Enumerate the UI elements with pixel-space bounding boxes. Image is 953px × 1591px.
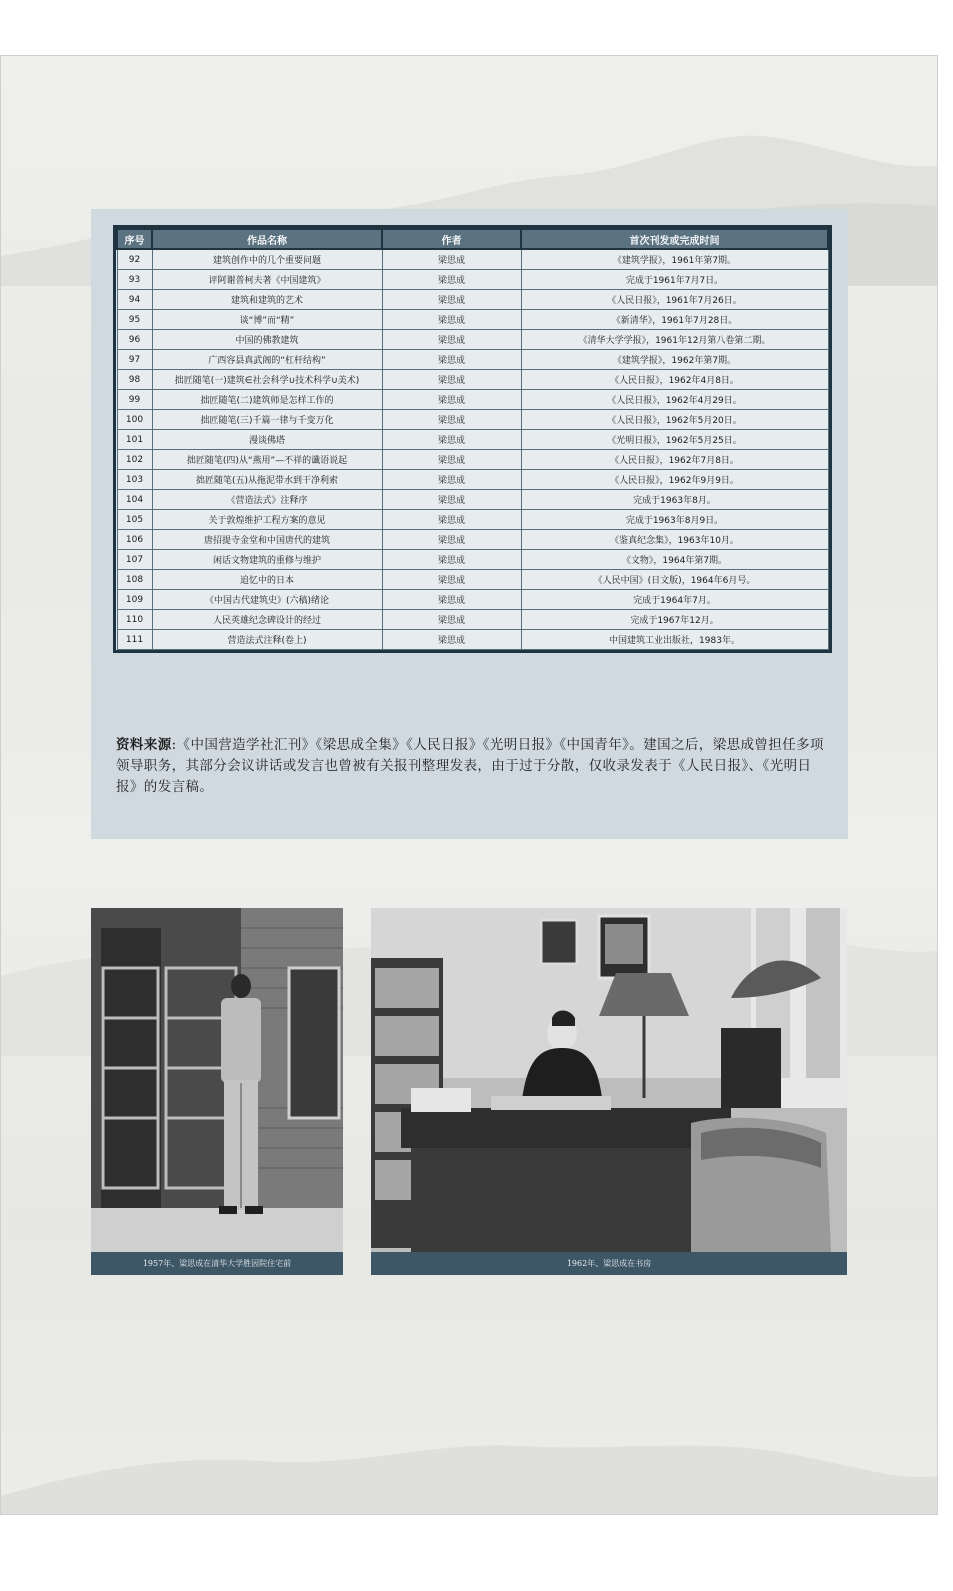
cell-index: 100 (117, 410, 152, 430)
table-row (117, 270, 828, 290)
works-table-frame (113, 225, 832, 653)
cell-title: 谈“博”而“精” (152, 310, 382, 330)
table-row (117, 410, 828, 430)
source-text: :《中国营造学社汇刊》《梁思成全集》《人民日报》《光明日报》《中国青年》。建国之后，梁思成曾担任多项领导职务，其部分会议讲话或发言也曾被有关报刊整理发表，由于过于分散，仅收录发表于《人民日报》、《光明日报》的发言稿。 (116, 737, 824, 795)
cell-title: 中国的佛教建筑 (152, 330, 382, 350)
cell-index: 105 (117, 510, 152, 530)
cell-author: 梁思成 (382, 370, 521, 390)
cell-author: 梁思成 (382, 290, 521, 310)
cell-title: 拙匠随笔(五)从拖泥带水到干净利索 (152, 470, 382, 490)
cell-title: 人民英雄纪念碑设计的经过 (152, 610, 382, 630)
works-list-panel (91, 209, 848, 839)
cell-title: 关于敦煌维护工程方案的意见 (152, 510, 382, 530)
cell-date: 中国建筑工业出版社，1983年。 (521, 630, 828, 650)
photo-study-caption: 1962年、梁思成在书房 (371, 1252, 847, 1275)
photo-residence (91, 908, 343, 1275)
table-row (117, 430, 828, 450)
cell-index: 107 (117, 550, 152, 570)
cell-title: 拙匠随笔(四)从“燕用”—不祥的谶语说起 (152, 450, 382, 470)
photo-residence-caption: 1957年、梁思成在清华大学胜因院住宅前 (91, 1252, 343, 1275)
cell-date: 《清华大学学报》，1961年12月第八卷第二期。 (521, 330, 828, 350)
cell-author: 梁思成 (382, 450, 521, 470)
cell-author: 梁思成 (382, 550, 521, 570)
cell-author: 梁思成 (382, 410, 521, 430)
cell-date: 完成于1967年12月。 (521, 610, 828, 630)
cell-author: 梁思成 (382, 470, 521, 490)
table-row (117, 490, 828, 510)
cell-index: 108 (117, 570, 152, 590)
cell-author: 梁思成 (382, 570, 521, 590)
photo-study-image (371, 908, 847, 1252)
cell-title: 唐招提寺金堂和中国唐代的建筑 (152, 530, 382, 550)
cell-date: 《人民日报》，1962年7月8日。 (521, 450, 828, 470)
cell-author: 梁思成 (382, 530, 521, 550)
cell-date: 《建筑学报》，1961年第7期。 (521, 249, 828, 270)
table-row (117, 630, 828, 650)
cell-index: 94 (117, 290, 152, 310)
cell-index: 92 (117, 249, 152, 270)
cell-title: 广西容县真武阁的“杠杆结构” (152, 350, 382, 370)
cell-author: 梁思成 (382, 310, 521, 330)
header-author: 作者 (382, 229, 521, 249)
cell-author: 梁思成 (382, 330, 521, 350)
photo-study (371, 908, 847, 1275)
table-row (117, 390, 828, 410)
cell-date: 完成于1964年7月。 (521, 590, 828, 610)
cell-index: 96 (117, 330, 152, 350)
cell-index: 109 (117, 590, 152, 610)
header-date: 首次刊发或完成时间 (521, 229, 828, 249)
cell-index: 101 (117, 430, 152, 450)
cell-author: 梁思成 (382, 490, 521, 510)
page-background (0, 55, 938, 1515)
cell-date: 完成于1963年8月9日。 (521, 510, 828, 530)
cell-date: 《建筑学报》，1962年第7期。 (521, 350, 828, 370)
table-body (117, 249, 828, 650)
cell-date: 《人民日报》，1962年4月8日。 (521, 370, 828, 390)
cell-index: 98 (117, 370, 152, 390)
source-label: 资料来源 (116, 737, 172, 753)
cell-date: 完成于1961年7月7日。 (521, 270, 828, 290)
header-index: 序号 (117, 229, 152, 249)
works-table (116, 228, 829, 650)
table-row (117, 450, 828, 470)
cell-author: 梁思成 (382, 630, 521, 650)
cell-title: 建筑创作中的几个重要问题 (152, 249, 382, 270)
table-row (117, 290, 828, 310)
cell-date: 《人民日报》，1962年4月29日。 (521, 390, 828, 410)
cell-date: 《人民日报》，1961年7月26日。 (521, 290, 828, 310)
cell-title: 建筑和建筑的艺术 (152, 290, 382, 310)
cell-title: 闲话文物建筑的重修与维护 (152, 550, 382, 570)
cell-date: 《鉴真纪念集》，1963年10月。 (521, 530, 828, 550)
cell-author: 梁思成 (382, 430, 521, 450)
cell-author: 梁思成 (382, 350, 521, 370)
cell-author: 梁思成 (382, 590, 521, 610)
cell-index: 99 (117, 390, 152, 410)
table-row (117, 330, 828, 350)
table-row (117, 350, 828, 370)
table-row (117, 249, 828, 270)
cell-date: 《人民中国》(日文版)，1964年6月号。 (521, 570, 828, 590)
table-row (117, 310, 828, 330)
cell-author: 梁思成 (382, 510, 521, 530)
cell-title: 追忆中的日本 (152, 570, 382, 590)
cell-title: 《中国古代建筑史》(六稿)绪论 (152, 590, 382, 610)
table-row (117, 570, 828, 590)
cell-index: 103 (117, 470, 152, 490)
cell-title: 《营造法式》注释序 (152, 490, 382, 510)
cell-index: 97 (117, 350, 152, 370)
photo-residence-image (91, 908, 343, 1252)
cell-index: 102 (117, 450, 152, 470)
cell-index: 106 (117, 530, 152, 550)
cell-index: 110 (117, 610, 152, 630)
table-row (117, 370, 828, 390)
cell-date: 《人民日报》，1962年9月9日。 (521, 470, 828, 490)
cell-title: 拙匠随笔(三)千篇一律与千变万化 (152, 410, 382, 430)
cell-title: 漫谈佛塔 (152, 430, 382, 450)
cell-date: 完成于1963年8月。 (521, 490, 828, 510)
mountain-wash-bottom (1, 1386, 937, 1514)
cell-title: 拙匠随笔(一)建筑∈社会科学∪技术科学∪美术) (152, 370, 382, 390)
cell-author: 梁思成 (382, 610, 521, 630)
source-note (116, 735, 826, 798)
table-row (117, 530, 828, 550)
cell-title: 拙匠随笔(二)建筑师是怎样工作的 (152, 390, 382, 410)
table-row (117, 510, 828, 530)
cell-date: 《光明日报》，1962年5月25日。 (521, 430, 828, 450)
cell-date: 《文物》，1964年第7期。 (521, 550, 828, 570)
table-row (117, 550, 828, 570)
cell-index: 93 (117, 270, 152, 290)
cell-author: 梁思成 (382, 390, 521, 410)
table-header-row (117, 229, 828, 249)
table-row (117, 470, 828, 490)
cell-index: 95 (117, 310, 152, 330)
cell-author: 梁思成 (382, 270, 521, 290)
cell-date: 《新清华》，1961年7月28日。 (521, 310, 828, 330)
cell-title: 营造法式注释(卷上) (152, 630, 382, 650)
cell-index: 111 (117, 630, 152, 650)
cell-author: 梁思成 (382, 249, 521, 270)
cell-title: 评阿谢普柯夫著《中国建筑》 (152, 270, 382, 290)
table-row (117, 610, 828, 630)
cell-index: 104 (117, 490, 152, 510)
table-row (117, 590, 828, 610)
cell-date: 《人民日报》，1962年5月20日。 (521, 410, 828, 430)
header-title: 作品名称 (152, 229, 382, 249)
